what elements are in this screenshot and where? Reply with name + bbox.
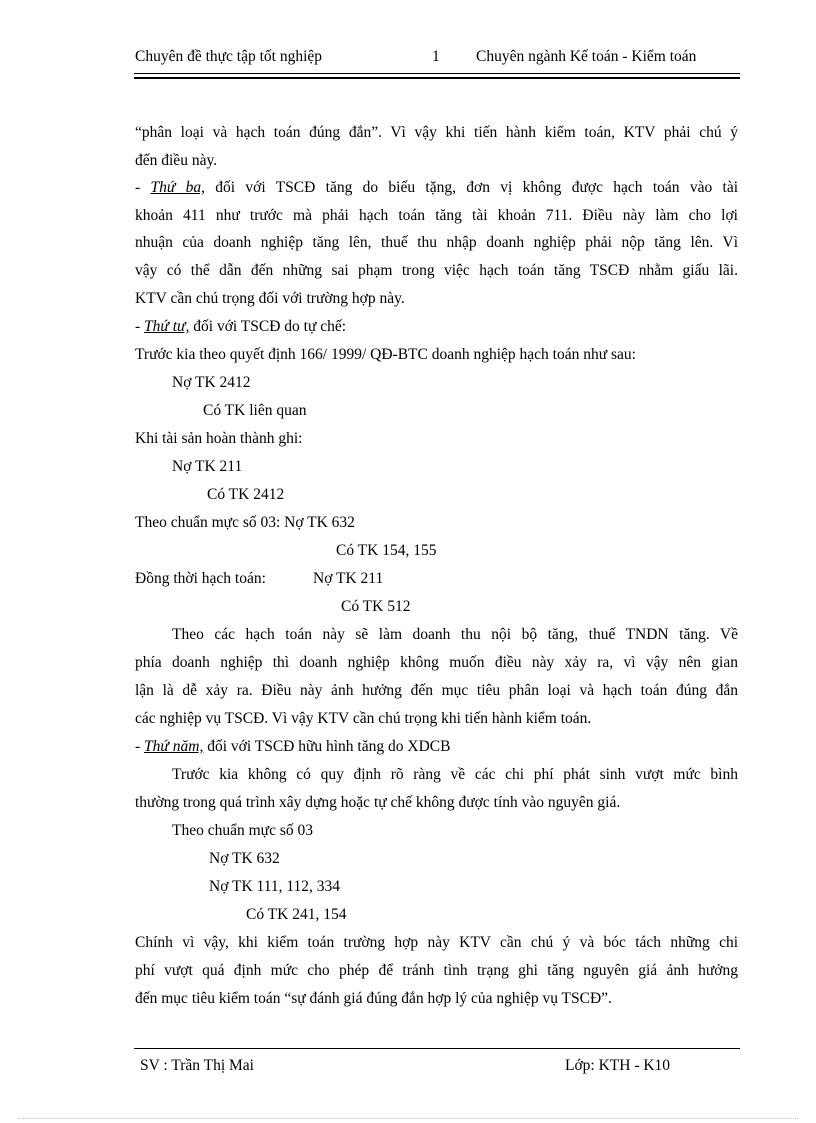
- body-line-thu-tu: [135, 318, 346, 336]
- body-line: vậy có thể dẫn đến những sai phạm trong việc hạch toán tăng TSCĐ nhằm giấu lãi.: [135, 262, 738, 279]
- page-number: 1: [432, 48, 440, 65]
- body-line: đến mục tiêu kiểm toán “sự đánh giá đúng đắn hợp lý của nghiệp vụ TSCĐ”.: [135, 990, 612, 1007]
- list-dash: -: [135, 318, 145, 335]
- list-dash: -: [135, 179, 151, 196]
- journal-entry: Nợ TK 211: [172, 458, 243, 475]
- body-line: phí vượt quá định mức cho phép để tránh tình trạng ghi tăng nguyên giá ảnh hưởng: [135, 962, 738, 979]
- body-line: khoản 411 như trước mà phải hạch toán tăng tài khoản 711. Điều này làm cho lợi: [135, 207, 738, 224]
- list-dash: -: [135, 738, 145, 755]
- body-line: các nghiệp vụ TSCĐ. Vì vậy KTV cần chú trọng khi tiến hành kiểm toán.: [135, 710, 592, 727]
- body-line-thu-nam: [135, 738, 450, 756]
- body-line: Khi tài sản hoàn thành ghi:: [135, 430, 303, 447]
- header-major: Chuyên ngành Kế toán - Kiểm toán: [476, 48, 697, 65]
- header-rule-thick: [134, 77, 740, 79]
- journal-entry: Theo chuẩn mực số 03: Nợ TK 632: [135, 514, 355, 531]
- footer-student: SV : Trần Thị Mai: [140, 1057, 254, 1074]
- body-line: thường trong quá trình xây dựng hoặc tự chế không được tính vào nguyên giá.: [135, 794, 621, 811]
- footer-class: Lớp: KTH - K10: [565, 1057, 671, 1074]
- label-thu-ba: Thứ ba,: [150, 179, 205, 196]
- header-rule-thin: [134, 73, 740, 74]
- body-line: Theo các hạch toán này sẽ làm doanh thu nội bộ tăng, thuế TNDN tăng. Về: [172, 626, 738, 643]
- body-line: lận là dễ xảy ra. Điều này ảnh hưởng đến mục tiêu phân loại và hạch toán đúng đắn: [135, 682, 738, 699]
- label-thu-nam: Thứ năm,: [144, 738, 204, 755]
- header-title: Chuyên đề thực tập tốt nghiệp: [135, 48, 323, 65]
- journal-entry: Có TK 2412: [207, 486, 285, 503]
- body-line: Trước kia không có quy định rõ ràng về các chi phí phát sinh vượt mức bình: [172, 766, 738, 783]
- journal-entry: Nợ TK 2412: [172, 374, 251, 391]
- journal-entry: Có TK 154, 155: [336, 542, 437, 559]
- body-line: Trước kia theo quyết định 166/ 1999/ QĐ-BTC doanh nghiệp hạch toán như sau:: [135, 346, 636, 363]
- journal-entry: Có TK 512: [341, 598, 411, 615]
- body-text: đối với TSCĐ tăng do biếu tặng, đơn vị không được hạch toán vào tài: [205, 179, 738, 196]
- body-text: đối với TSCĐ hữu hình tăng do XDCB: [203, 738, 451, 755]
- body-line: đến điều này.: [135, 152, 218, 169]
- label-thu-tu: Thứ tư,: [144, 318, 190, 335]
- body-line: Chính vì vậy, khi kiểm toán trường hợp này KTV cần chú ý và bóc tách những chi: [135, 934, 738, 951]
- body-line-thu-ba: [135, 179, 738, 197]
- journal-entry: Nợ TK 111, 112, 334: [209, 878, 341, 895]
- footer-rule: [134, 1048, 740, 1049]
- journal-entry: Đồng thời hạch toán:: [135, 570, 266, 587]
- body-line: “phân loại và hạch toán đúng đắn”. Vì vậy khi tiến hành kiểm toán, KTV phải chú ý: [135, 124, 738, 141]
- journal-entry: Có TK 241, 154: [246, 906, 347, 923]
- page-bottom-border: [18, 1118, 798, 1119]
- body-line: KTV cần chú trọng đối với trường hợp này.: [135, 290, 405, 307]
- journal-entry: Nợ TK 211: [313, 570, 384, 587]
- journal-entry: Có TK liên quan: [203, 402, 307, 419]
- body-text: đối với TSCĐ do tự chế:: [189, 318, 347, 335]
- body-line: phía doanh nghiệp thì doanh nghiệp không muốn điều này xảy ra, vì vậy nên gian: [135, 654, 738, 671]
- journal-entry: Nợ TK 632: [209, 850, 280, 867]
- body-line: Theo chuẩn mực số 03: [172, 822, 313, 839]
- body-line: nhuận của doanh nghiệp tăng lên, thuế thu nhập doanh nghiệp phải nộp tăng lên. Vì: [135, 234, 738, 251]
